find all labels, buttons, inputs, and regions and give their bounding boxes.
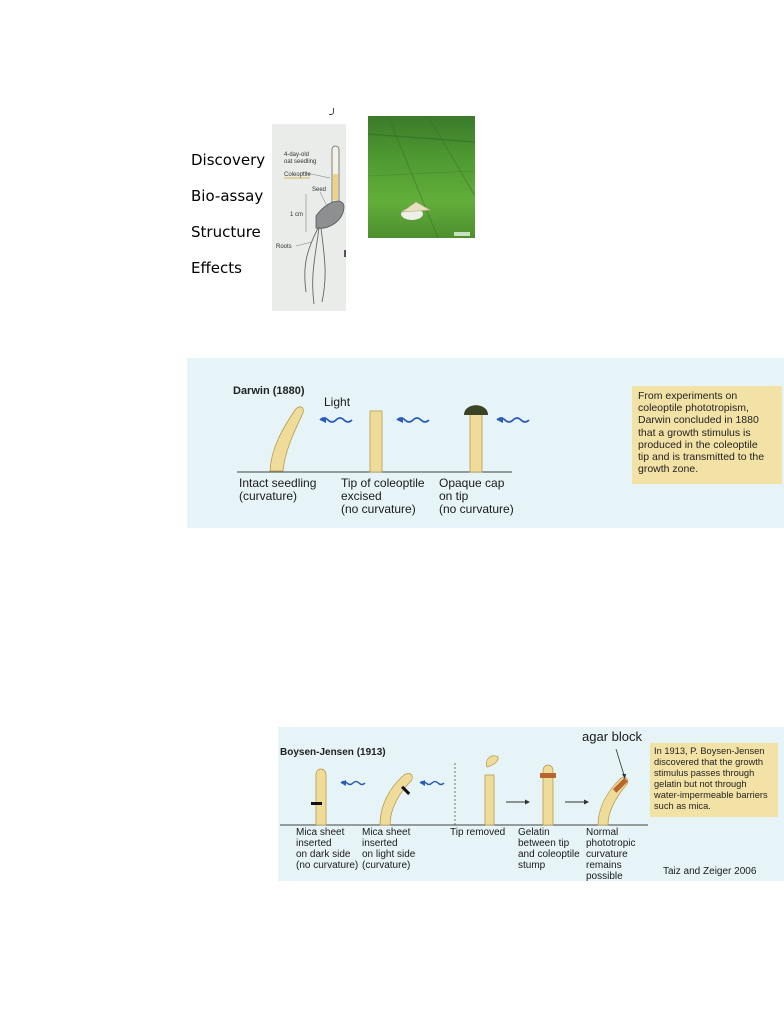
mica-dark-coleoptile — [316, 769, 326, 825]
darwin-title: Darwin (1880) — [233, 385, 305, 397]
boysen-panel — [278, 727, 784, 881]
sequence-arrow-1 — [525, 800, 530, 805]
stray-mark — [344, 250, 346, 257]
label-age-2: oat seedling — [284, 159, 317, 165]
excised-coleoptile — [370, 411, 382, 472]
menu-item-bio-assay: Bio-assay — [191, 187, 264, 205]
rice-field-scene — [368, 116, 475, 238]
boysen-title: Boysen-Jensen (1913) — [280, 747, 386, 758]
darwin-callout: From experiments on coleoptile phototropism, Darwin concluded in 1880 that a growth stimulus is produced in the coleoptile tip and is transmitted to the growth zone. — [632, 386, 782, 484]
boysen-caption-5: Normal phototropic curvature remains possible — [586, 827, 636, 882]
label-seed: Seed — [312, 187, 327, 193]
label-roots: Roots — [276, 244, 292, 250]
darwin-caption-3: Opaque cap on tip (no curvature) — [439, 476, 514, 516]
oat-seedling-drawing — [272, 124, 346, 311]
label-age: 4-day-old — [284, 152, 310, 158]
removed-tip — [486, 756, 498, 767]
opaque-cap — [464, 405, 488, 415]
oat-seedling-figure — [272, 124, 346, 311]
darwin-caption-1: Intact seedling (curvature) — [239, 476, 317, 503]
clipped-heading-glyph — [329, 108, 334, 115]
menu-item-effects: Effects — [191, 259, 242, 277]
darwin-caption-2: Tip of coleoptile excised (no curvature) — [341, 476, 425, 516]
menu-item-discovery: Discovery — [191, 151, 266, 169]
capped-coleoptile — [470, 413, 482, 472]
tip-removed-stump — [485, 775, 494, 825]
gelatin-layer — [540, 773, 556, 778]
boysen-caption-3: Tip removed — [450, 827, 506, 838]
darwin-panel — [187, 358, 784, 528]
label-coleoptile: Coleoptile — [284, 172, 311, 178]
boysen-callout: In 1913, P. Boysen-Jensen discovered that the growth stimulus passes through gelatin but not through water-impermeable barriers such as mica. — [650, 743, 778, 817]
boysen-caption-2: Mica sheet inserted on light side (curvature) — [362, 827, 416, 871]
boysen-caption-1: Mica sheet inserted on dark side (no curvature) — [296, 827, 359, 871]
citation: Taiz and Zeiger 2006 — [663, 866, 757, 877]
mica-sheet-dark — [311, 802, 322, 805]
intact-seedling — [270, 407, 303, 471]
label-scale: 1 cm — [290, 212, 304, 218]
rice-field-photo — [368, 116, 475, 238]
menu-item-structure: Structure — [191, 223, 261, 241]
agar-block-label: agar block — [582, 729, 642, 744]
sequence-arrow-2 — [584, 800, 589, 805]
boysen-caption-4: Gelatin between tip and coleoptile stump — [518, 827, 580, 871]
mica-light-coleoptile — [380, 773, 412, 825]
light-label: Light — [324, 395, 351, 409]
